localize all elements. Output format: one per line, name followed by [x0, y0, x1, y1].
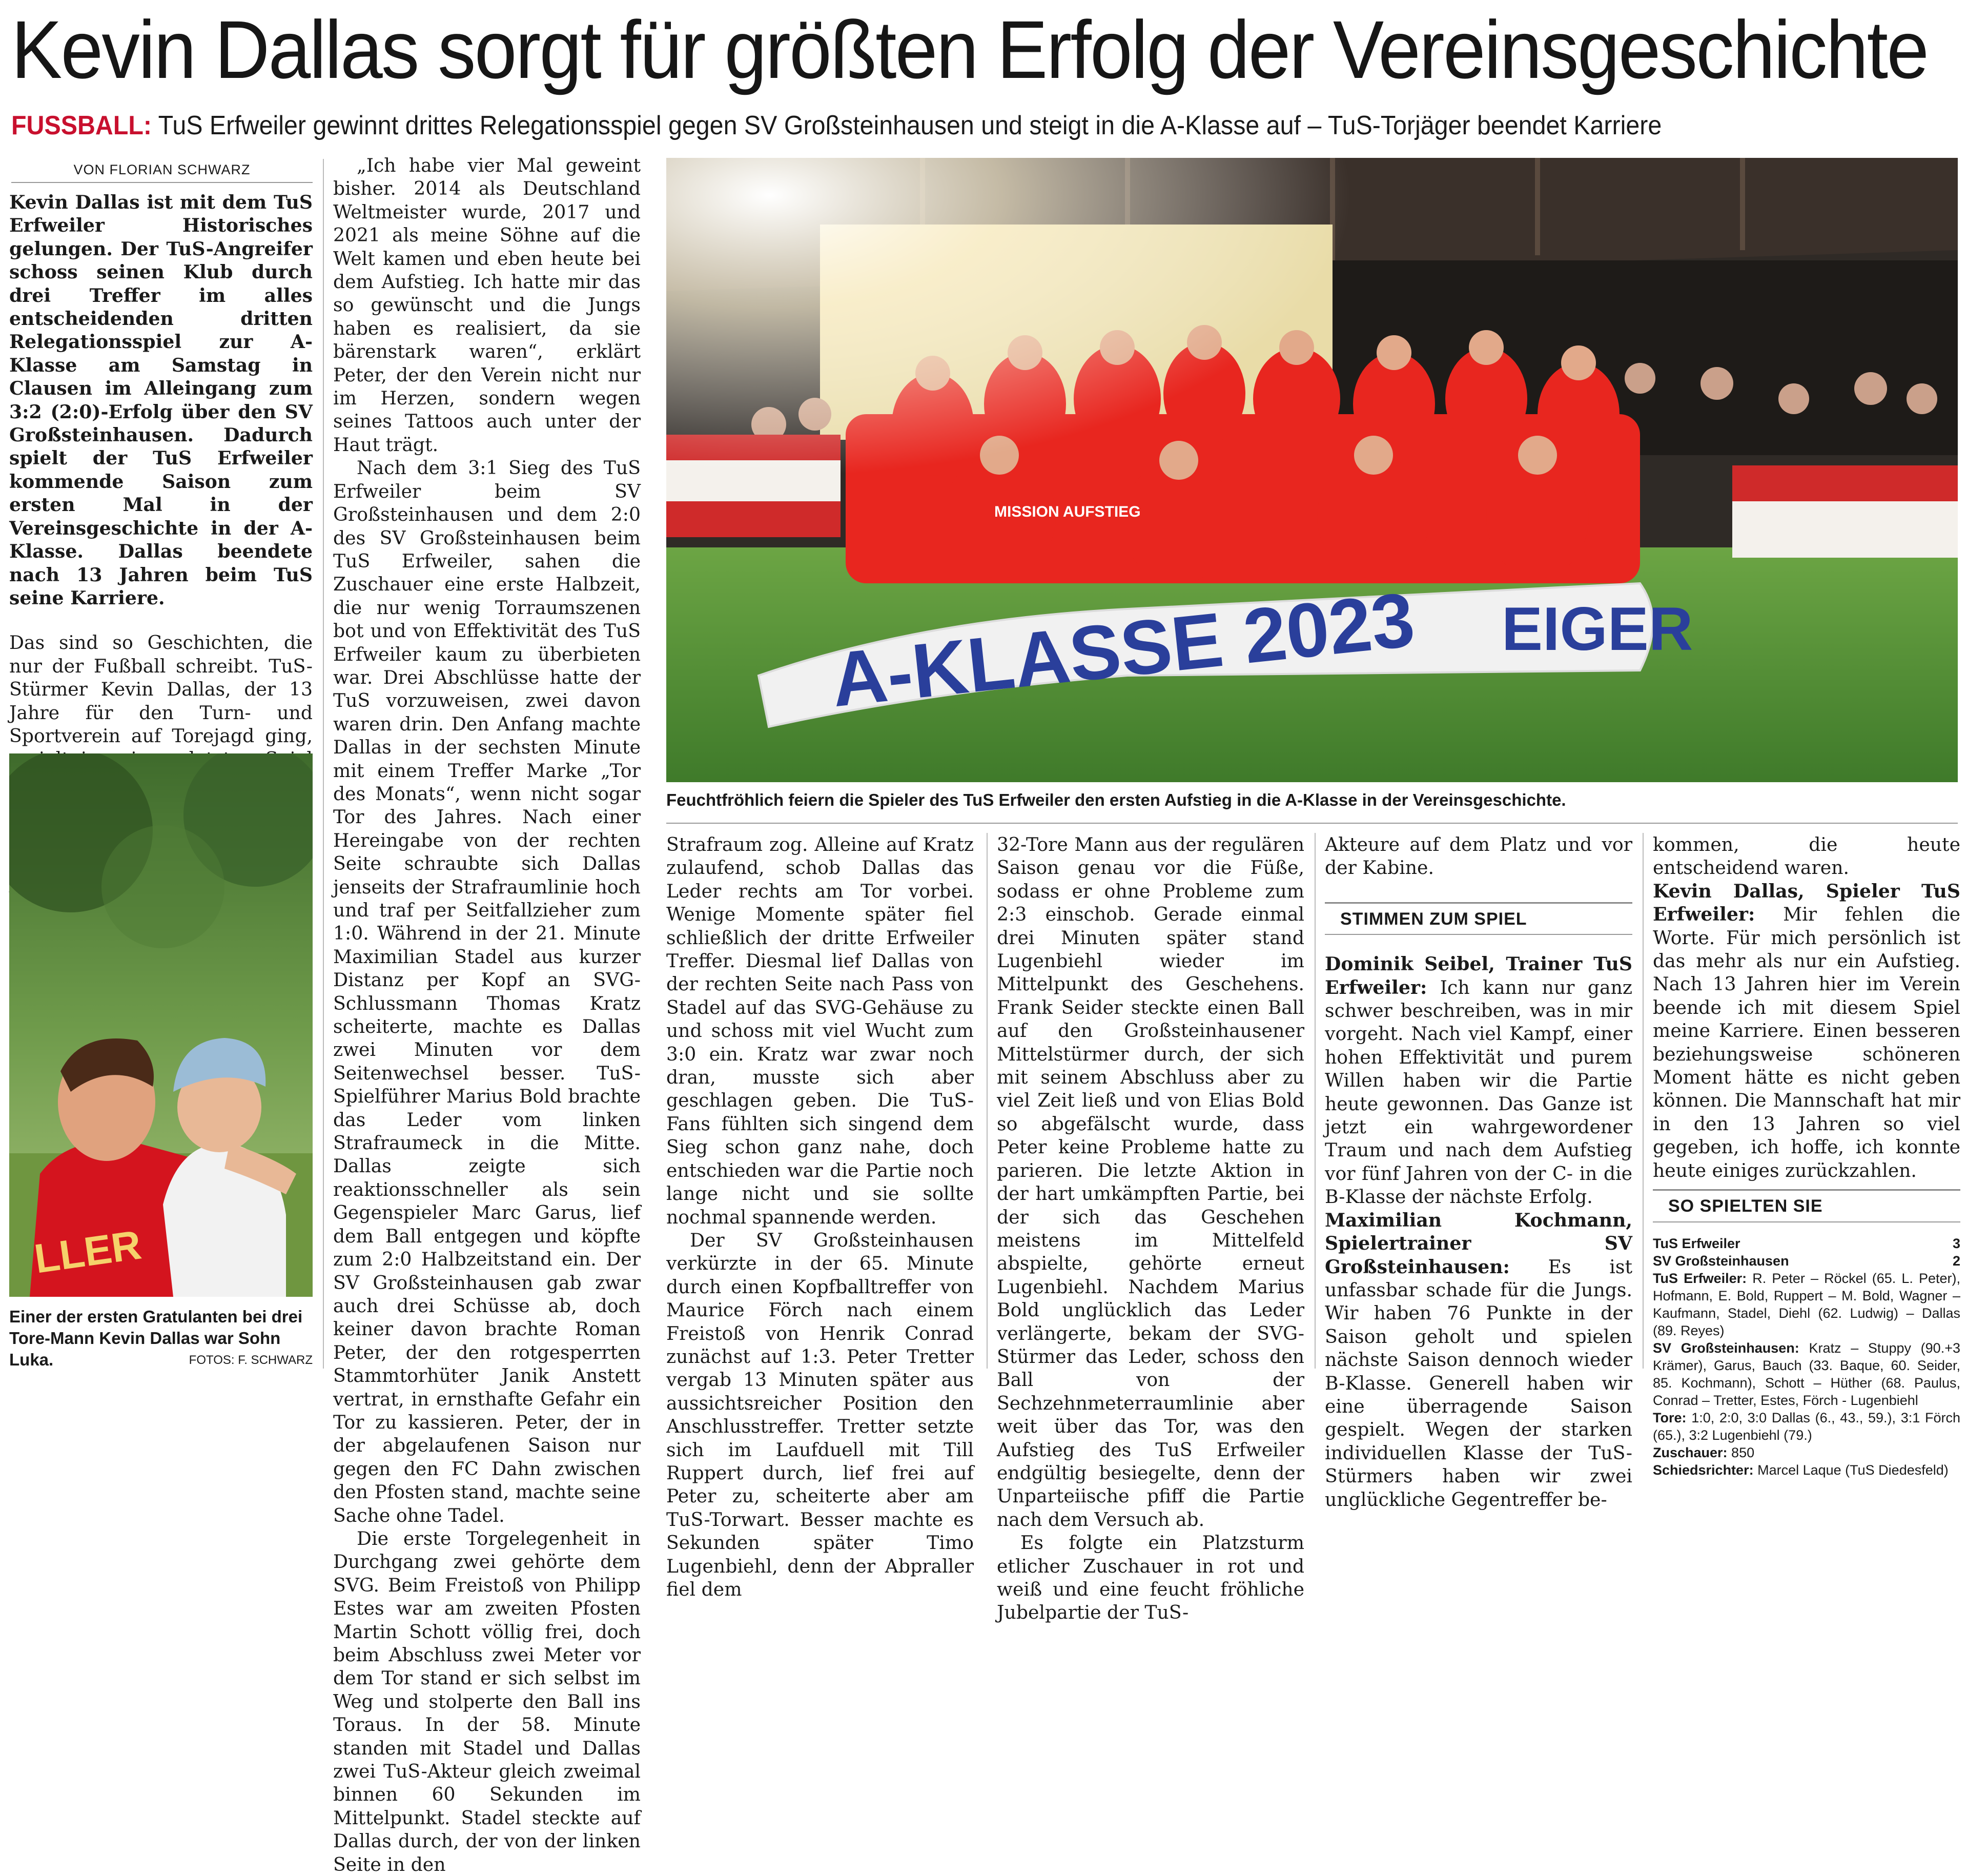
column-rule	[987, 833, 988, 1369]
team-score: 3	[1952, 1235, 1960, 1251]
column-2	[333, 154, 641, 1876]
lineup-box	[1653, 1235, 1960, 1479]
team-name: TuS Erfweiler	[1653, 1235, 1740, 1251]
photo-dallas-son	[9, 753, 313, 1297]
score-row	[1653, 1235, 1960, 1252]
caption-text: Einer der ersten Gratulanten bei drei Tore-Mann Kevin Dallas war Sohn Luka.	[9, 1307, 303, 1369]
section-heading-aufstellung: SO SPIELTEN SIE	[1653, 1189, 1960, 1222]
lead-paragraph: Kevin Dallas ist mit dem TuS Erfweiler Historisches gelungen. Der TuS-Angreifer schoss seinen Klub durch drei Treffer im alles entscheidenden dritten Relegationsspiel zur A-Klasse am Samstag in Clausen im Alleingang zum 3:2 (2:0)-Erfolg über den SV Großsteinhausen. Dadurch spielt der TuS Erfweiler kommende Saison zum ersten Mal in der Vereinsgeschichte in der A-Klasse. Dallas beendete nach 13 Jahren beim TuS seine Karriere.	[9, 191, 313, 609]
quote-text: Es ist unfassbar schade für die Jungs. Wir haben 76 Punkte in der Saison geholt und spielen nächste Saison dennoch wieder B-Klasse. Generell haben wir eine überragende Saison gespielt. Wegen der starken individuellen Klasse der TuS-Stürmers haben wir zwei unglückliche Gegentreffer be-	[1325, 1255, 1632, 1511]
photo-dallas-son-image	[9, 753, 313, 1297]
lineup-home	[1653, 1270, 1960, 1339]
goals-text: 1:0, 2:0, 3:0 Dallas (6., 43., 59.), 3:1 Förch (65.), 3:2 Lugenbiehl (79.)	[1653, 1410, 1960, 1443]
lineup-label: SV Großsteinhausen:	[1653, 1340, 1799, 1356]
column-5	[1325, 833, 1632, 1511]
referee-label: Schiedsrichter:	[1653, 1462, 1754, 1478]
subheadline	[11, 108, 1662, 144]
column-3	[666, 833, 974, 1601]
photo-credit: FOTOS: F. SCHWARZ	[189, 1353, 313, 1367]
lineup-text: R. Peter – Röckel (65. L. Peter), Hofmann, E. Bold, Ruppert – M. Bold, Wagner – Kaufmann, Stadel, Diehl (62. Ludwig) – Dallas (89. Reyes)	[1653, 1270, 1960, 1338]
speaker: Maximilian Kochmann, Spielertrainer SV Großsteinhausen:	[1325, 1209, 1632, 1278]
goals	[1653, 1409, 1960, 1444]
lineup-label: TuS Erfweiler:	[1653, 1270, 1747, 1286]
quote-dallas	[1653, 880, 1960, 1182]
paragraph: Die erste Torgelegenheit in Durchgang zwei gehörte dem SVG. Beim Freistoß von Philipp Estes war am zweiten Pfosten Martin Schott völlig frei, doch beim Abschluss zwei Meter vor dem Tor stand er sich selbst im Weg und stolperte den Ball ins Toraus. In der 58. Minute standen mit Stadel und Dallas zwei TuS-Akteur gleich zweimal binnen 60 Sekunden im Mittelpunkt. Stadel steckte auf Dallas durch, der von der linken Seite in den	[333, 1527, 641, 1875]
paragraph: Das sind so Geschichten, die nur der Fußball schreibt. TuS-Stürmer Kevin Dallas, der 13 Jahre für den Turn- und Sportverein auf Torejagd ging,	[9, 631, 313, 747]
spectators-text: 850	[1727, 1444, 1755, 1460]
photo-team-celebration	[666, 158, 1958, 782]
paragraph: Strafraum zog. Alleine auf Kratz zulaufend, schob Dallas das Leder rechts am Tor vorbei. Wenige Momente später fiel schließlich der dritte Erfweiler Treffer. Diesmal lief Dallas von der rechten Seite nach Pass von Stadel auf das SVG-Gehäuse zu und schoss mit viel Wucht zum 3:0 ein. Kratz war zwar noch dran, musste sich aber geschlagen geben. Die TuS-Fans fühlten sich singend dem Sieg schon ganz nahe, doch entschieden war die Partie noch lange nicht und sie sollte nochmal spannende werden.	[666, 833, 974, 1228]
paragraph: kommen, die heute entscheidend waren.	[1653, 833, 1960, 879]
goals-label: Tore:	[1653, 1410, 1687, 1425]
quote-kochmann	[1325, 1209, 1632, 1511]
referee	[1653, 1461, 1960, 1479]
kicker: FUSSBALL:	[11, 111, 152, 140]
paragraph: 32-Tore Mann aus der regulären Saison genau vor die Füße, sodass er ohne Probleme zum 2:3 einschob. Gerade einmal drei Minuten später stand Lugenbiehl wieder im Mittelpunkt des Geschehens. Frank Seider steckte einen Ball auf den Großsteinhausener Mittelstürmer durch, der sich mit seinem Abschluss aber zu viel Zeit ließ und von Elias Bold so abgefälscht wurde, dass Peter keine Probleme hatte zu parieren. Die letzte Aktion in der hart umkämpften Partie, bei der sich das Geschehen meistens im Mittelfeld abspielte, gehörte erneut Lugenbiehl. Nachdem Marius Bold unglücklich das Leder verlängerte, bekam der SVG-Stürmer das Leder, schoss den Ball von der Sechzehnmeterraumlinie aber weit über das Tor, was den Aufstieg des TuS Erfweiler endgültig besiegelte, denn der Unparteiische pfiff die Partie nach dem Versuch ab.	[997, 833, 1304, 1531]
lineup-text: Kratz – Stuppy (90.+3 Krämer), Garus, Bauch (33. Baque, 60. Seider, 85. Kochmann), Schott – Hüther (68. Paulus, Conrad – Tretter, Estes, Förch - Lugenbiehl	[1653, 1340, 1960, 1408]
column-rule	[1643, 833, 1644, 1369]
quote-seibel	[1325, 952, 1632, 1208]
quote-text: Ich kann nur ganz schwer beschreiben, was in mir vorgeht. Nach viel Kampf, einer hohen Effektivität und purem Willen haben wir die Partie heute gewonnen. Das Ganze ist jetzt ein wahrgewordener Traum und nach dem Aufstieg vor fünf Jahren von der C- in die B-Klasse der nächste Erfolg.	[1325, 976, 1632, 1208]
column-rule	[323, 159, 324, 1369]
paragraph: Nach dem 3:1 Sieg des TuS Erfweiler beim SV Großsteinhausen und dem 2:0 des SV Großsteinhausen beim TuS Erfweiler, sahen die Zuschauer eine erste Halbzeit, die nur wenig Torraumszenen bot und von Effektivität des TuS Erfweiler kaum zu überbieten war. Drei Abschlüsse hatte der TuS vorzuweisen, zwei davon waren drin. Den Anfang machte Dallas in der sechsten Minute mit einem Treffer Marke „Tor des Monats“, wenn nicht sogar Tor des Jahres. Nach einer Hereingabe von der rechten Seite schraubte sich Dallas jenseits der Strafraumlinie hoch und traf per Seitfallzieher zum 1:0. Während in der 21. Minute Maximilian Stadel aus kurzer Distanz per Kopf an SVG-Schlussmann Thomas Kratz scheiterte, machte es Dallas zwei Minuten vor dem Seitenwechsel besser. TuS-Spielführer Marius Bold brachte das Leder vom linken Strafraumeck in die Mitte. Dallas zeigte sich reaktionsschneller als sein Gegenspieler Marc Garus, lief dem Ball entgegen und köpfte zum 2:0 Halbzeitstand ein. Der SV Großsteinhausen gab zwar auch drei Schüsse ab, doch keiner davon brachte Roman Peter, der den rotgesperrten Stammtorhüter Janik Anstett vertrat, in ernsthafte Gefahr ein Tor zu kassieren. Peter, der in der abgelaufenen Saison nur gegen den FC Dahn zwischen den Pfosten stand, machte seine Sache ohne Tadel.	[333, 457, 641, 1526]
lineup-away	[1653, 1339, 1960, 1409]
paragraph: Akteure auf dem Platz und vor der Kabine.	[1325, 833, 1632, 879]
subheadline-text: TuS Erfweiler gewinnt drittes Relegationsspiel gegen SV Großsteinhausen und steigt in die A-Klasse auf – TuS-Torjäger beendet Karriere	[152, 111, 1662, 140]
paragraph: Der SV Großsteinhausen verkürzte in der 65. Minute durch einen Kopfballtreffer von Maurice Förch nach einem Freistoß von Henrik Conrad zunächst auf 1:3. Peter Tretter vergab 13 Minuten später aus aussichtsreicher Position den Anschlusstreffer. Tretter setzte sich im Laufduell mit Till Ruppert durch, lief frei auf Peter zu, scheiterte aber am TuS-Torwart. Besser machte es Sekunden später Timo Lugenbiehl, denn der Abpraller fiel dem	[666, 1229, 974, 1600]
jersey-lettering: LLER	[31, 1221, 144, 1282]
speaker: Kevin Dallas, Spieler TuS Erfweiler:	[1653, 880, 1960, 926]
team-score: 2	[1952, 1253, 1960, 1269]
caption-rule	[666, 823, 1958, 824]
spectators-label: Zuschauer:	[1653, 1444, 1728, 1460]
photo-team-celebration-image	[666, 158, 1958, 782]
speaker: Dominik Seibel, Trainer TuS Erfweiler:	[1325, 953, 1632, 998]
referee-text: Marcel Laque (TuS Diedesfeld)	[1753, 1462, 1949, 1478]
paragraph: Es folgte ein Platzsturm etlicher Zuschauer in rot und weiß und eine feucht fröhliche Jubelpartie der TuS-	[997, 1532, 1304, 1624]
column-4	[997, 833, 1304, 1624]
spectators	[1653, 1444, 1960, 1461]
section-heading-stimmen: STIMMEN ZUM SPIEL	[1325, 902, 1632, 935]
paragraph: „Ich habe vier Mal geweint bisher. 2014 als Deutschland Weltmeister wurde, 2017 und 2021 als meine Söhne auf die Welt kamen und eben heute bei dem Aufstieg. Ich hatte mir das so gewünscht und die Jungs haben es realisiert, da sie bärenstark waren“, erklärt Peter, der den Verein nicht nur im Herzen, sondern wegen seines Tattoos auch unter der Haut trägt.	[333, 154, 641, 456]
score-row	[1653, 1252, 1960, 1270]
byline: VON FLORIAN SCHWARZ	[11, 162, 313, 183]
column-6	[1653, 833, 1960, 1479]
quote-text: Mir fehlen die Worte. Für mich persönlich ist das mehr als nur ein Aufstieg. Nach 13 Jahren hier im Verein beende ich mit diesem Spiel meine Karriere. Einen besseren beziehungsweise schöneren Moment hätte es nicht geben können. Die Mannschaft hat mir in den 13 Jahren so viel gegeben, ich hoffe, ich konnte heute einiges zurückzahlen.	[1653, 903, 1960, 1181]
team-name: SV Großsteinhausen	[1653, 1253, 1789, 1269]
main-photo-caption: Feuchtfröhlich feiern die Spieler des TuS Erfweiler den ersten Aufstieg in die A-Klasse in der Vereinsgeschichte.	[666, 790, 1566, 809]
headline: Kevin Dallas sorgt für größten Erfolg der Vereinsgeschichte	[11, 4, 1928, 95]
column-rule	[1315, 833, 1316, 1369]
